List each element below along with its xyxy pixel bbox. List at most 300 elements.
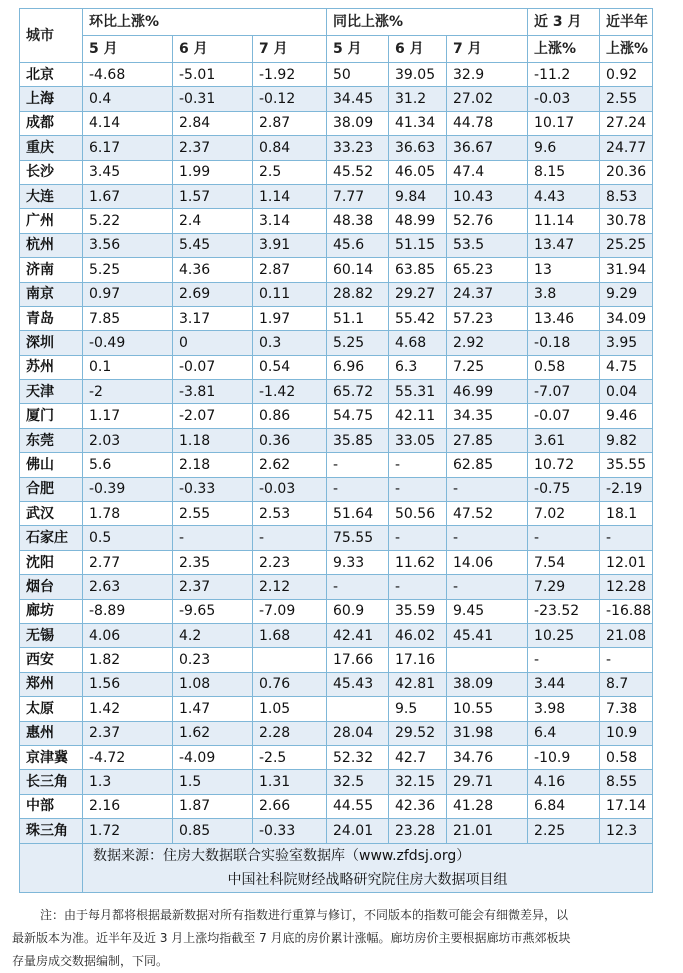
city-cell: 长三角 [20, 770, 83, 794]
value-cell: 2.55 [600, 87, 653, 111]
value-cell: 28.04 [327, 721, 389, 745]
table-row [20, 428, 653, 452]
value-cell: 10.25 [528, 623, 600, 647]
header-recent3-line1: 近 3 月 [528, 9, 600, 36]
value-cell: 32.5 [327, 770, 389, 794]
value-cell: 9.6 [528, 136, 600, 160]
value-cell: 2.23 [253, 550, 327, 574]
value-cell: 5.45 [173, 233, 253, 257]
value-cell: - [600, 648, 653, 672]
table-row [20, 209, 653, 233]
value-cell: 75.55 [327, 526, 389, 550]
city-cell: 大连 [20, 184, 83, 208]
value-cell: - [447, 575, 528, 599]
footnote [12, 904, 662, 973]
value-cell: 2.35 [173, 550, 253, 574]
value-cell: 9.5 [389, 697, 447, 721]
value-cell: - [327, 453, 389, 477]
header-month: 7 月 [253, 36, 327, 63]
value-cell: 2.87 [253, 111, 327, 135]
value-cell: 24.01 [327, 819, 389, 843]
value-cell: - [173, 526, 253, 550]
value-cell: 1.82 [83, 648, 173, 672]
housing-price-table [19, 8, 653, 893]
value-cell: - [600, 526, 653, 550]
value-cell: 7.85 [83, 306, 173, 330]
value-cell: 45.43 [327, 672, 389, 696]
table-row [20, 331, 653, 355]
value-cell: 0.36 [253, 428, 327, 452]
value-cell: -16.88 [600, 599, 653, 623]
value-cell: 1.78 [83, 502, 173, 526]
city-cell: 杭州 [20, 233, 83, 257]
header-month: 6 月 [173, 36, 253, 63]
table-row [20, 258, 653, 282]
city-cell: 天津 [20, 380, 83, 404]
value-cell: 0.92 [600, 63, 653, 87]
city-cell: 广州 [20, 209, 83, 233]
table-row [20, 63, 653, 87]
value-cell: 7.02 [528, 502, 600, 526]
value-cell: 2.84 [173, 111, 253, 135]
city-cell: 北京 [20, 63, 83, 87]
value-cell: -0.33 [173, 477, 253, 501]
value-cell: -4.09 [173, 745, 253, 769]
city-cell: 石家庄 [20, 526, 83, 550]
header-month: 5 月 [327, 36, 389, 63]
value-cell: 0.84 [253, 136, 327, 160]
value-cell: 14.06 [447, 550, 528, 574]
city-cell: 合肥 [20, 477, 83, 501]
footnote-line-3: 存量房成交数据编制，下同。 [12, 954, 169, 968]
value-cell: 31.98 [447, 721, 528, 745]
value-cell: - [253, 526, 327, 550]
value-cell: 3.56 [83, 233, 173, 257]
value-cell: 28.82 [327, 282, 389, 306]
value-cell: -0.33 [253, 819, 327, 843]
value-cell: 0.97 [83, 282, 173, 306]
city-cell: 成都 [20, 111, 83, 135]
value-cell: -2 [83, 380, 173, 404]
value-cell: 10.55 [447, 697, 528, 721]
value-cell: 48.99 [389, 209, 447, 233]
value-cell: 6.3 [389, 355, 447, 379]
value-cell: 9.33 [327, 550, 389, 574]
value-cell: 41.34 [389, 111, 447, 135]
city-cell: 上海 [20, 87, 83, 111]
city-cell: 无锡 [20, 623, 83, 647]
value-cell: 32.9 [447, 63, 528, 87]
value-cell: 1.62 [173, 721, 253, 745]
value-cell: -4.72 [83, 745, 173, 769]
value-cell: 13.46 [528, 306, 600, 330]
value-cell: 33.23 [327, 136, 389, 160]
value-cell: 17.16 [389, 648, 447, 672]
value-cell: 10.43 [447, 184, 528, 208]
value-cell: 2.37 [173, 136, 253, 160]
value-cell: 1.68 [253, 623, 327, 647]
value-cell: 3.95 [600, 331, 653, 355]
value-cell: 20.36 [600, 160, 653, 184]
value-cell: 36.63 [389, 136, 447, 160]
footnote-line-2: 最新版本为准。近半年及近 3 月上涨均指截至 7 月底的房价累计涨幅。廊坊房价主要根据廊坊市燕郊板块 [12, 931, 571, 945]
value-cell: 7.25 [447, 355, 528, 379]
value-cell: 34.45 [327, 87, 389, 111]
value-cell: 65.23 [447, 258, 528, 282]
value-cell: 35.59 [389, 599, 447, 623]
value-cell: 7.29 [528, 575, 600, 599]
table-row [20, 721, 653, 745]
value-cell: 5.6 [83, 453, 173, 477]
table-row [20, 404, 653, 428]
value-cell: 1.87 [173, 794, 253, 818]
value-cell: -23.52 [528, 599, 600, 623]
value-cell: 0.1 [83, 355, 173, 379]
table-row [20, 745, 653, 769]
value-cell: 25.25 [600, 233, 653, 257]
city-cell: 深圳 [20, 331, 83, 355]
value-cell: 34.35 [447, 404, 528, 428]
value-cell: 5.22 [83, 209, 173, 233]
value-cell: - [528, 526, 600, 550]
table-row [20, 770, 653, 794]
value-cell: 4.43 [528, 184, 600, 208]
source-line-2: 中国社科院财经战略研究院住房大数据项目组 [227, 871, 508, 888]
value-cell: 0.58 [600, 745, 653, 769]
value-cell: 10.72 [528, 453, 600, 477]
value-cell: -7.09 [253, 599, 327, 623]
value-cell: 60.9 [327, 599, 389, 623]
value-cell: 6.4 [528, 721, 600, 745]
footnote-line-1: 注：由于每月都将根据最新数据对所有指数进行重算与修订，不同版本的指数可能会有细微差异，以 [40, 908, 569, 922]
value-cell: 4.36 [173, 258, 253, 282]
table-row [20, 502, 653, 526]
value-cell: 52.76 [447, 209, 528, 233]
value-cell: 4.16 [528, 770, 600, 794]
table-row [20, 697, 653, 721]
value-cell: 0.4 [83, 87, 173, 111]
value-cell: 3.17 [173, 306, 253, 330]
value-cell: -0.12 [253, 87, 327, 111]
value-cell: 44.55 [327, 794, 389, 818]
value-cell: 2.69 [173, 282, 253, 306]
value-cell: 44.78 [447, 111, 528, 135]
value-cell: 11.62 [389, 550, 447, 574]
value-cell: 9.82 [600, 428, 653, 452]
city-cell: 厦门 [20, 404, 83, 428]
value-cell: 1.31 [253, 770, 327, 794]
value-cell: -0.49 [83, 331, 173, 355]
city-cell: 京津冀 [20, 745, 83, 769]
value-cell: 31.2 [389, 87, 447, 111]
value-cell: 0.3 [253, 331, 327, 355]
city-cell: 中部 [20, 794, 83, 818]
city-cell: 西安 [20, 648, 83, 672]
value-cell: 1.72 [83, 819, 173, 843]
value-cell: 65.72 [327, 380, 389, 404]
value-cell: 39.05 [389, 63, 447, 87]
value-cell: 9.45 [447, 599, 528, 623]
value-cell: 2.63 [83, 575, 173, 599]
value-cell: 0.11 [253, 282, 327, 306]
city-cell: 珠三角 [20, 819, 83, 843]
value-cell: 45.6 [327, 233, 389, 257]
city-cell: 东莞 [20, 428, 83, 452]
value-cell: 2.03 [83, 428, 173, 452]
value-cell: 3.45 [83, 160, 173, 184]
value-cell: 47.52 [447, 502, 528, 526]
value-cell: - [447, 477, 528, 501]
value-cell: 47.4 [447, 160, 528, 184]
value-cell: 41.28 [447, 794, 528, 818]
value-cell: 42.11 [389, 404, 447, 428]
value-cell: 6.96 [327, 355, 389, 379]
value-cell: 6.17 [83, 136, 173, 160]
city-cell: 青岛 [20, 306, 83, 330]
value-cell: -0.07 [173, 355, 253, 379]
header-mom: 环比上涨% [83, 9, 327, 36]
value-cell: 7.54 [528, 550, 600, 574]
value-cell: - [389, 453, 447, 477]
value-cell: 45.41 [447, 623, 528, 647]
table-row [20, 111, 653, 135]
table-row [20, 599, 653, 623]
value-cell: 1.47 [173, 697, 253, 721]
value-cell: 12.01 [600, 550, 653, 574]
value-cell: 0 [173, 331, 253, 355]
table-row [20, 306, 653, 330]
value-cell: 3.61 [528, 428, 600, 452]
table-row [20, 184, 653, 208]
value-cell: 2.66 [253, 794, 327, 818]
table-row [20, 87, 653, 111]
value-cell: -1.42 [253, 380, 327, 404]
value-cell: 52.32 [327, 745, 389, 769]
value-cell: 51.1 [327, 306, 389, 330]
value-cell: 3.8 [528, 282, 600, 306]
value-cell [447, 648, 528, 672]
header-half-line2: 上涨% [600, 36, 653, 63]
value-cell: 9.46 [600, 404, 653, 428]
value-cell: -2.07 [173, 404, 253, 428]
table-row [20, 526, 653, 550]
value-cell: 13.47 [528, 233, 600, 257]
value-cell: 55.42 [389, 306, 447, 330]
value-cell: 2.37 [173, 575, 253, 599]
source-cell [83, 843, 653, 892]
value-cell: 60.14 [327, 258, 389, 282]
value-cell: 42.41 [327, 623, 389, 647]
value-cell: 38.09 [327, 111, 389, 135]
value-cell: 1.97 [253, 306, 327, 330]
header-city: 城市 [20, 9, 83, 63]
value-cell: 42.36 [389, 794, 447, 818]
value-cell: 46.02 [389, 623, 447, 647]
value-cell: 35.55 [600, 453, 653, 477]
value-cell: 4.14 [83, 111, 173, 135]
value-cell: 29.27 [389, 282, 447, 306]
value-cell: 17.66 [327, 648, 389, 672]
value-cell: -11.2 [528, 63, 600, 87]
city-cell: 武汉 [20, 502, 83, 526]
value-cell: 42.7 [389, 745, 447, 769]
source-line-1: 数据来源：住房大数据联合实验室数据库（www.zfdsj.org） [93, 847, 471, 864]
value-cell: 1.18 [173, 428, 253, 452]
value-cell: 1.5 [173, 770, 253, 794]
city-cell: 重庆 [20, 136, 83, 160]
value-cell: 21.08 [600, 623, 653, 647]
value-cell: 35.85 [327, 428, 389, 452]
value-cell: 2.25 [528, 819, 600, 843]
city-cell: 苏州 [20, 355, 83, 379]
value-cell: - [327, 477, 389, 501]
value-cell: 9.84 [389, 184, 447, 208]
table-row [20, 623, 653, 647]
value-cell: 11.14 [528, 209, 600, 233]
value-cell: 7.77 [327, 184, 389, 208]
table-row [20, 575, 653, 599]
value-cell: 46.05 [389, 160, 447, 184]
table-row [20, 477, 653, 501]
value-cell: 3.91 [253, 233, 327, 257]
value-cell: 3.44 [528, 672, 600, 696]
value-cell: 24.77 [600, 136, 653, 160]
value-cell: 1.05 [253, 697, 327, 721]
value-cell: -0.39 [83, 477, 173, 501]
value-cell: 4.06 [83, 623, 173, 647]
value-cell: 1.3 [83, 770, 173, 794]
value-cell: 1.17 [83, 404, 173, 428]
table-row [20, 794, 653, 818]
value-cell: 2.62 [253, 453, 327, 477]
value-cell: 24.37 [447, 282, 528, 306]
value-cell: 36.67 [447, 136, 528, 160]
value-cell: 1.57 [173, 184, 253, 208]
value-cell: 0.04 [600, 380, 653, 404]
value-cell: 2.16 [83, 794, 173, 818]
value-cell: 2.18 [173, 453, 253, 477]
value-cell: 63.85 [389, 258, 447, 282]
value-cell: 4.68 [389, 331, 447, 355]
value-cell: 62.85 [447, 453, 528, 477]
value-cell: 2.53 [253, 502, 327, 526]
value-cell: 2.12 [253, 575, 327, 599]
table-body [20, 63, 653, 844]
table-row [20, 672, 653, 696]
value-cell: 2.5 [253, 160, 327, 184]
value-cell: 1.99 [173, 160, 253, 184]
city-cell: 佛山 [20, 453, 83, 477]
value-cell: -2.19 [600, 477, 653, 501]
value-cell: 8.55 [600, 770, 653, 794]
value-cell: 29.52 [389, 721, 447, 745]
value-cell: 1.42 [83, 697, 173, 721]
value-cell: 50.56 [389, 502, 447, 526]
value-cell: 27.85 [447, 428, 528, 452]
table-row [20, 380, 653, 404]
value-cell: 0.23 [173, 648, 253, 672]
value-cell: 42.81 [389, 672, 447, 696]
value-cell: 12.3 [600, 819, 653, 843]
value-cell: 5.25 [327, 331, 389, 355]
city-cell: 南京 [20, 282, 83, 306]
value-cell: -0.31 [173, 87, 253, 111]
value-cell: -7.07 [528, 380, 600, 404]
value-cell: 6.84 [528, 794, 600, 818]
table-row [20, 453, 653, 477]
value-cell: -3.81 [173, 380, 253, 404]
value-cell: 51.64 [327, 502, 389, 526]
value-cell: 1.56 [83, 672, 173, 696]
value-cell: 53.5 [447, 233, 528, 257]
value-cell: 2.77 [83, 550, 173, 574]
header-half-line1: 近半年 [600, 9, 653, 36]
table-row [20, 648, 653, 672]
city-cell: 济南 [20, 258, 83, 282]
value-cell: 50 [327, 63, 389, 87]
city-cell: 沈阳 [20, 550, 83, 574]
value-cell: -0.03 [253, 477, 327, 501]
value-cell: -0.07 [528, 404, 600, 428]
value-cell: -0.75 [528, 477, 600, 501]
value-cell [327, 697, 389, 721]
value-cell: 10.17 [528, 111, 600, 135]
value-cell: 4.2 [173, 623, 253, 647]
value-cell: 1.14 [253, 184, 327, 208]
value-cell: 54.75 [327, 404, 389, 428]
value-cell: 21.01 [447, 819, 528, 843]
value-cell: 48.38 [327, 209, 389, 233]
value-cell: 46.99 [447, 380, 528, 404]
value-cell: 8.15 [528, 160, 600, 184]
value-cell: -1.92 [253, 63, 327, 87]
value-cell: 30.78 [600, 209, 653, 233]
value-cell: -0.18 [528, 331, 600, 355]
value-cell: -8.89 [83, 599, 173, 623]
table-header [20, 9, 653, 63]
value-cell: 2.92 [447, 331, 528, 355]
value-cell [253, 648, 327, 672]
value-cell: 34.09 [600, 306, 653, 330]
value-cell: -9.65 [173, 599, 253, 623]
value-cell: 29.71 [447, 770, 528, 794]
source-row [20, 843, 653, 892]
value-cell: 5.25 [83, 258, 173, 282]
value-cell: 10.9 [600, 721, 653, 745]
header-month: 5 月 [83, 36, 173, 63]
city-cell: 惠州 [20, 721, 83, 745]
value-cell: 0.85 [173, 819, 253, 843]
value-cell: 33.05 [389, 428, 447, 452]
value-cell: 17.14 [600, 794, 653, 818]
value-cell: -2.5 [253, 745, 327, 769]
source-blank-cell [20, 843, 83, 892]
value-cell: 2.87 [253, 258, 327, 282]
table-row [20, 550, 653, 574]
value-cell: - [327, 575, 389, 599]
table-row [20, 282, 653, 306]
value-cell: - [389, 575, 447, 599]
value-cell: 0.58 [528, 355, 600, 379]
city-cell: 太原 [20, 697, 83, 721]
value-cell: -10.9 [528, 745, 600, 769]
value-cell: 2.4 [173, 209, 253, 233]
value-cell: 2.55 [173, 502, 253, 526]
value-cell: 1.67 [83, 184, 173, 208]
value-cell: 32.15 [389, 770, 447, 794]
value-cell: 1.08 [173, 672, 253, 696]
value-cell: 4.75 [600, 355, 653, 379]
